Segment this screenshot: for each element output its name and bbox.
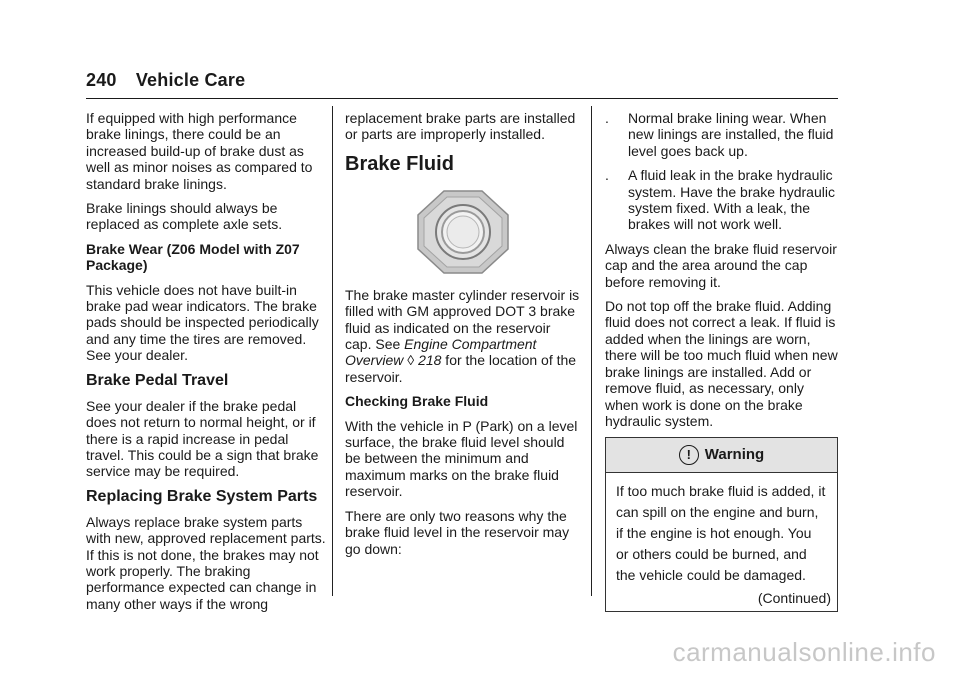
bullet-marker: . <box>605 167 609 184</box>
paragraph: The brake master cylinder reservoir is filled with GM approved DOT 3 brake fluid as indicated on the reservoir cap. See Engine Compartment Overview ◊ 218 for the location of the reservoir. <box>345 286 580 385</box>
column-1 <box>86 110 326 620</box>
section-title: Vehicle Care <box>135 70 246 90</box>
heading-brake-pedal-travel: Brake Pedal Travel <box>86 371 229 389</box>
continued-label: (Continued) <box>757 590 831 607</box>
paragraph: This vehicle does not have built-in brake pad wear indicators. The brake pads should be inspected periodically and any time the tires are removed. See your dealer. <box>86 281 319 364</box>
subheading-checking-brake-fluid: Checking Brake Fluid <box>345 393 489 410</box>
paragraph: With the vehicle in P (Park) on a level surface, the brake fluid level should be between the minimum and maximum marks on the brake fluid reservoir. <box>345 417 578 500</box>
warning-header <box>606 438 837 473</box>
bullet-marker: . <box>605 110 609 126</box>
column-3 <box>605 110 838 612</box>
list-item: . Normal brake lining wear. When new linings are installed, the fluid level goes back up. <box>605 110 834 159</box>
list-item: . A fluid leak in the brake hydraulic system. Have the brake hydraulic system fixed. With a leak, the brakes will not work well. <box>605 167 835 233</box>
brake-fluid-cap-icon <box>414 189 512 275</box>
subheading-brake-wear: Brake Wear (Z06 Model with Z07 Package) <box>86 240 300 274</box>
heading-brake-fluid: Brake Fluid <box>345 152 454 175</box>
paragraph: Brake linings should always be replaced as complete axle sets. <box>86 200 283 233</box>
paragraph: Do not top off the brake fluid. Adding fluid does not correct a leak. If fluid is added when the linings are worn, there will be too much fluid when new brake linings are installed. Add or remove fluid, as necessary, only when work is done on the brake hydraulic system. <box>605 298 838 429</box>
column-divider-2 <box>591 106 592 596</box>
cross-reference-link[interactable]: Engine Compartment Overview <box>345 336 537 369</box>
warning-title: Warning <box>704 446 765 464</box>
page-header <box>86 70 245 91</box>
column-2 <box>345 110 580 565</box>
page-ref-number[interactable]: 218 <box>418 352 442 369</box>
paragraph: replacement brake parts are installed or parts are improperly installed. <box>345 110 576 143</box>
warning-icon: ! <box>679 445 699 465</box>
header-rule <box>86 98 838 99</box>
page-number: 240 <box>86 70 117 90</box>
warning-text: If too much brake fluid is added, it can spill on the engine and burn, if the engine is hot enough. You or others could be burned, and the vehicle could be damaged. <box>616 483 826 584</box>
brake-fluid-cap-illustration <box>345 189 580 275</box>
paragraph: See your dealer if the brake pedal does not return to normal height, or if there is a rapid increase in pedal travel. This could be a sign that brake service may be required. <box>86 397 319 480</box>
column-divider-1 <box>332 106 333 596</box>
paragraph: If equipped with high performance brake linings, there could be an increased build-up of brake dust as well as minor noises as compared to standard brake linings. <box>86 110 313 192</box>
paragraph: Always clean the brake fluid reservoir cap and the area around the cap before removing it. <box>605 240 837 290</box>
paragraph: Always replace brake system parts with new, approved replacement parts. If this is not done, the brakes may not work properly. The braking performance expected can change in many other ways if the wrong <box>86 513 326 612</box>
heading-replacing-brake-parts: Replacing Brake System Parts <box>86 487 318 505</box>
paragraph: There are only two reasons why the brake fluid level in the reservoir may go down: <box>345 507 570 557</box>
watermark: carmanualsonline.info <box>672 637 936 667</box>
warning-box <box>605 437 838 611</box>
page-ref-symbol: ◊ <box>407 352 415 369</box>
